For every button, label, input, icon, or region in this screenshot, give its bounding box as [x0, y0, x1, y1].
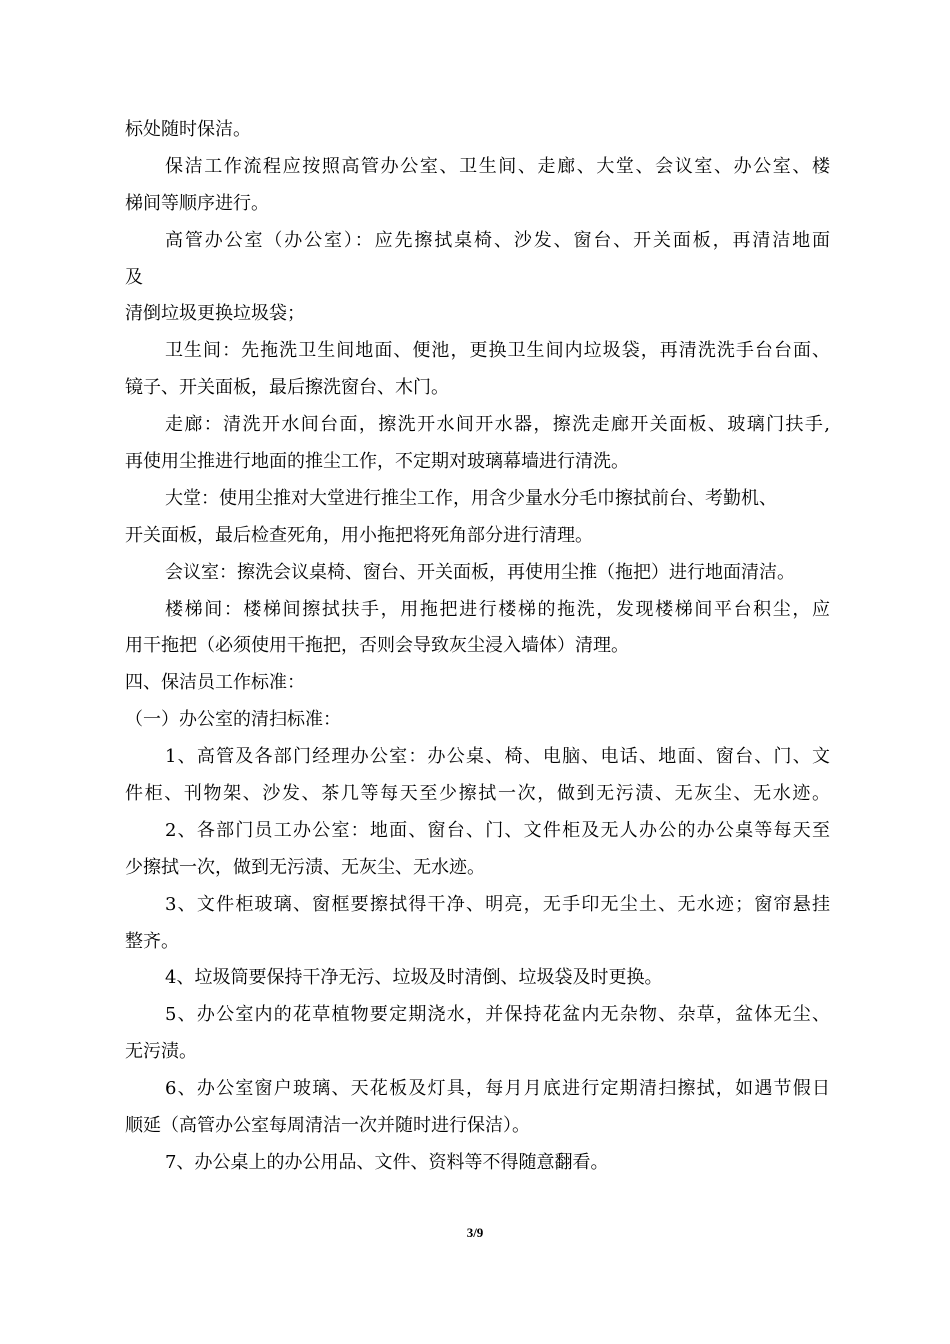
document-body [125, 112, 830, 1182]
section-heading: 四、保洁员工作标准： [125, 672, 305, 694]
text-line: 大堂：使用尘推对大堂进行推尘工作，用含少量水分毛巾擦拭前台、考勤机、 [165, 487, 777, 509]
text-line: 楼梯间：楼梯间擦拭扶手，用拖把进行楼梯的拖洗，发现楼梯间平台积尘，应 [165, 598, 830, 620]
text-line: 6、办公室窗户玻璃、天花板及灯具，每月月底进行定期清扫擦拭，如遇节假日 [165, 1078, 830, 1100]
text-line: 保洁工作流程应按照高管办公室、卫生间、走廊、大堂、会议室、办公室、楼 [165, 155, 830, 177]
text-line: 整齐。 [125, 930, 179, 952]
text-line: 少擦拭一次，做到无污渍、无灰尘、无水迹。 [125, 856, 485, 878]
text-line: 4、垃圾筒要保持干净无污、垃圾及时清倒、垃圾袋及时更换。 [165, 967, 663, 989]
text-line: 标处随时保洁。 [125, 119, 251, 140]
text-line: 1、高管及各部门经理办公室：办公桌、椅、电脑、电话、地面、窗台、门、文 [165, 746, 830, 768]
text-line: 3、文件柜玻璃、窗框要擦拭得干净、明亮，无手印无尘土、无水迹；窗帘悬挂 [165, 893, 830, 915]
subsection-heading: （一）办公室的清扫标准： [125, 709, 341, 731]
text-line: 镜子、开关面板，最后擦洗窗台、木门。 [125, 377, 449, 399]
text-line: 无污渍。 [125, 1041, 197, 1063]
text-line: 卫生间：先拖洗卫生间地面、便池，更换卫生间内垃圾袋，再清洗洗手台台面、 [165, 340, 830, 362]
text-line: 7、办公桌上的办公用品、文件、资料等不得随意翻看。 [165, 1151, 609, 1173]
text-line: 会议室：擦洗会议桌椅、窗台、开关面板，再使用尘推（拖把）进行地面清洁。 [165, 561, 795, 583]
text-line: 梯间等顺序进行。 [125, 192, 269, 214]
text-line: 走廊：清洗开水间台面，擦洗开水间开水器，擦洗走廊开关面板、玻璃门扶手, [165, 414, 830, 436]
text-line: 2、各部门员工办公室：地面、窗台、门、文件柜及无人办公的办公桌等每天至 [165, 819, 830, 841]
text-line: 开关面板，最后检查死角，用小拖把将死角部分进行清理。 [125, 524, 593, 546]
text-line: 及 [125, 266, 143, 288]
text-line: 件柜、刊物架、沙发、茶几等每天至少擦拭一次，做到无污渍、无灰尘、无水迹。 [125, 783, 830, 805]
text-line: 再使用尘推进行地面的推尘工作，不定期对玻璃幕墙进行清洗。 [125, 451, 629, 473]
text-line: 5、办公室内的花草植物要定期浇水，并保持花盆内无杂物、杂草，盆体无尘、 [165, 1004, 830, 1026]
page-number: 3/9 [466, 1225, 484, 1240]
text-line: 清倒垃圾更换垃圾袋； [125, 303, 305, 325]
text-line: 顺延（高管办公室每周清洁一次并随时进行保洁）。 [125, 1115, 530, 1137]
text-line: 用干拖把（必须使用干拖把，否则会导致灰尘浸入墙体）清理。 [125, 635, 629, 657]
text-line: 高管办公室（办公室）：应先擦拭桌椅、沙发、窗台、开关面板，再清洁地面 [165, 229, 830, 251]
